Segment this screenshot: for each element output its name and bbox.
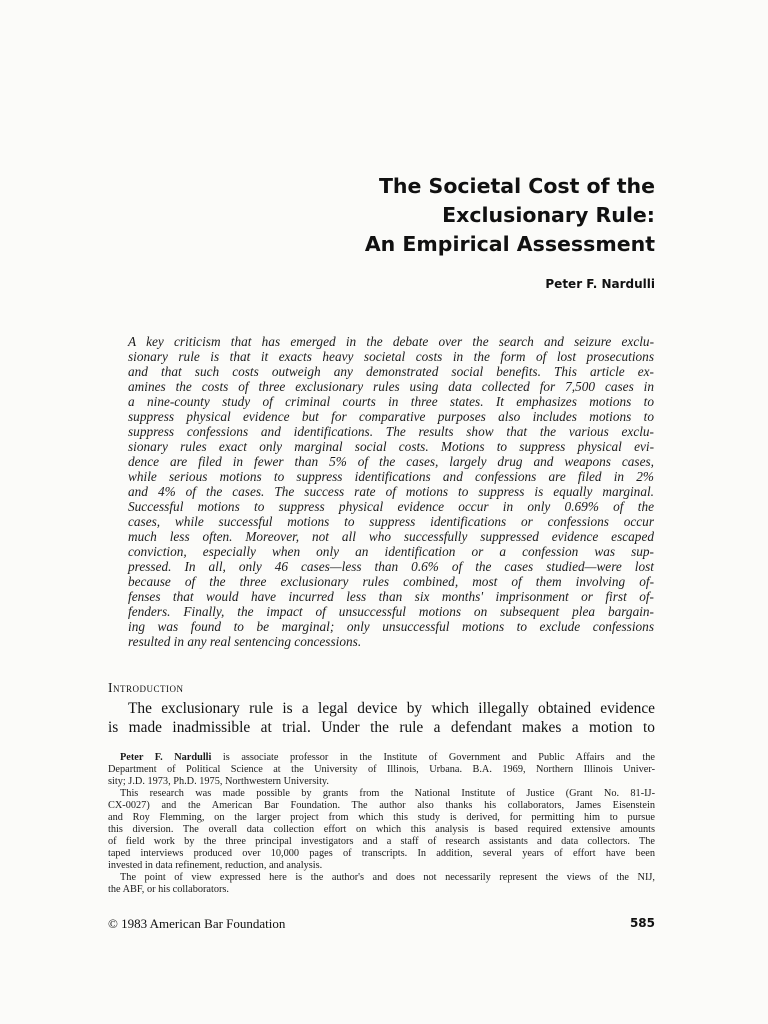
footnote-line: sity; J.D. 1973, Ph.D. 1975, Northwestern University. — [108, 776, 329, 787]
abstract-line: A key criticism that has emerged in the debate over the search and seizure exclu- — [128, 334, 654, 349]
abstract-line: conviction, especially when only an identification or a confession was sup- — [128, 544, 654, 559]
title-line-3: An Empirical Assessment — [364, 232, 655, 256]
footnote-line: of field work by the three principal investigators and a staff of research assistants and data collectors. The — [108, 836, 655, 847]
abstract-line: a nine-county study of criminal courts in three states. It emphasizes motions to — [128, 394, 654, 409]
abstract-line: because of the three exclusionary rules combined, most of them involving of- — [128, 574, 654, 589]
footnote-line: and Roy Flemming, on the larger project from which this study is derived, for permitting him to pursue — [108, 812, 655, 823]
footnote-line — [108, 752, 655, 764]
abstract — [128, 334, 654, 649]
abstract-line: dence are filed in fewer than 5% of the cases, largely drug and weapons cases, — [128, 454, 654, 469]
abstract-line: and 4% of the cases. The success rate of motions to suppress is equally marginal. — [128, 484, 654, 499]
footnote-line: CX-0027) and the American Bar Foundation. The author also thanks his collaborators, James Eisenstein — [108, 800, 655, 811]
abstract-line: ing was found to be marginal; only unsuccessful motions to exclude confessions — [128, 619, 654, 634]
abstract-line: much less often. Moreover, not all who successfully suppressed evidence escaped — [128, 529, 654, 544]
abstract-line: resulted in any real sentencing concessions. — [128, 634, 362, 649]
footnote-line: invested in data refinement, reduction, and analysis. — [108, 860, 323, 871]
page-number: 585 — [629, 916, 655, 930]
footnote-text: is associate professor in the Institute of Government and Public Affairs and the — [211, 752, 655, 763]
abstract-line: sionary rule is that it exacts heavy societal costs in the form of lost prosecutions — [128, 349, 654, 364]
footnote-author-name: Peter F. Nardulli — [120, 752, 212, 763]
footnote-line: this diversion. The overall data collection effort on which this analysis is based required extensive amounts — [108, 824, 655, 835]
title-line-2: Exclusionary Rule: — [442, 203, 655, 227]
footnotes — [108, 752, 655, 896]
abstract-line: Successful motions to suppress physical evidence occur in only 0.69% of the — [128, 499, 654, 514]
author-name: Peter F. Nardulli — [545, 277, 655, 291]
footnote-line: Department of Political Science at the University of Illinois, Urbana. B.A. 1969, Northern Illinois Univer- — [108, 764, 655, 775]
body-line: The exclusionary rule is a legal device by which illegally obtained evidence — [128, 700, 655, 717]
footnote-line: The point of view expressed here is the author's and does not necessarily represent the views of the NIJ, — [120, 872, 655, 883]
abstract-line: cases, while successful motions to suppress identifications or confessions occur — [128, 514, 654, 529]
abstract-line: pressed. In all, only 46 cases—less than 0.6% of the cases studied—were lost — [128, 559, 654, 574]
abstract-line: suppress confessions and identifications. The results show that the various exclu- — [128, 424, 654, 439]
article-title — [235, 172, 655, 259]
body-line: is made inadmissible at trial. Under the rule a defendant makes a motion to — [108, 719, 655, 736]
abstract-line: amines the costs of three exclusionary rules using data collected for 7,500 cases in — [128, 379, 654, 394]
copyright-notice: © 1983 American Bar Foundation — [108, 916, 286, 931]
abstract-line: fenders. Finally, the impact of unsuccessful motions on subsequent plea bargain- — [128, 604, 654, 619]
footnote-line: This research was made possible by grants from the National Institute of Justice (Grant No. 81-IJ- — [120, 788, 655, 799]
footnote-line: taped interviews produced over 10,000 pages of transcripts. In addition, several years of effort have been — [108, 848, 655, 859]
section-heading: Introduction — [108, 680, 184, 695]
title-line-1: The Societal Cost of the — [378, 174, 655, 198]
abstract-line: sionary rules exact only marginal social costs. Motions to suppress physical evi- — [128, 439, 654, 454]
abstract-line: while serious motions to suppress identifications and confessions are filed in 2% — [128, 469, 654, 484]
abstract-line: suppress physical evidence but for comparative purposes also includes motions to — [128, 409, 654, 424]
abstract-line: and that such costs outweigh any demonstrated social benefits. This article ex- — [128, 364, 654, 379]
body-text — [108, 699, 655, 737]
footnote-line: the ABF, or his collaborators. — [108, 884, 230, 895]
abstract-line: fenses that would have incurred less than six months' imprisonment or first of- — [128, 589, 654, 604]
